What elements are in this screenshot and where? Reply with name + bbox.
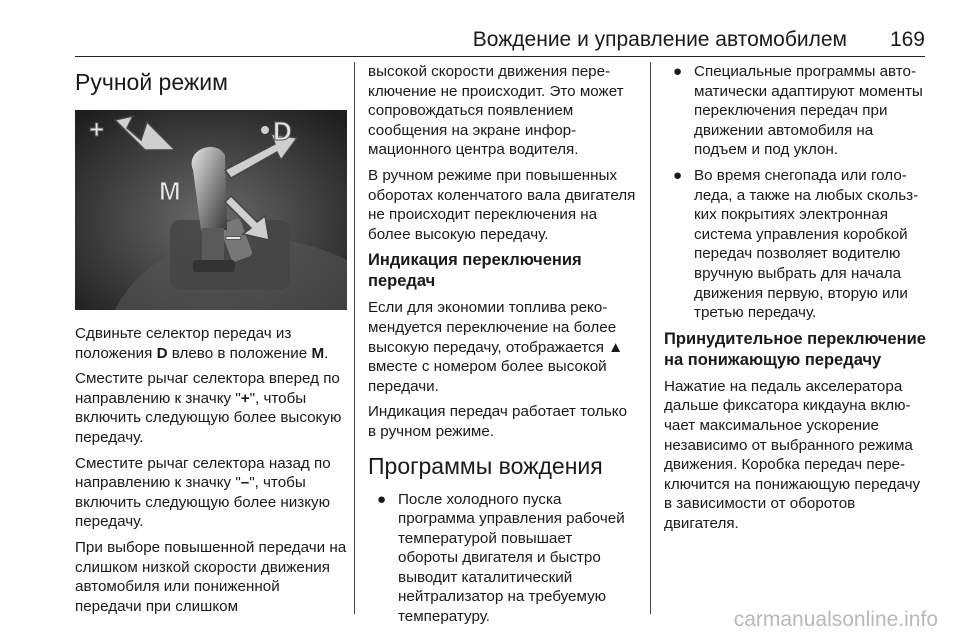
- paragraph-kickdown: Нажатие на педаль акселератора дальше фиксатора кикдауна включает максимальное ускорение независимо от выбранного режима движения. Коробка передач переключится на понижающую передачу в зависимости от оборотов двигателя.: [664, 377, 921, 532]
- watermark: carmanualsonline.info: [733, 608, 938, 631]
- column-2: [368, 62, 636, 633]
- bullet-list-special-programs: [664, 62, 930, 323]
- gear-selector-photo: [75, 110, 347, 310]
- column-1: [75, 62, 347, 622]
- page-number: 169: [889, 28, 925, 51]
- d-label: D: [273, 116, 292, 146]
- section-title-driving-programs: Программы вождения: [368, 452, 603, 479]
- paragraph-no-shift: высокой скорости движения переключение не происходит. Это может сопровождаться появлением сообщения на экране информационного центра водителя.: [368, 63, 624, 159]
- paragraph-shift-up: Сместите рычаг селектора вперед по направлению к значку "+", чтобы включить следующую более высокую передачу.: [75, 370, 342, 446]
- gear-selector-illustration: [75, 110, 347, 310]
- paragraph-speed-note: При выборе повышенной передачи на слишком низкой скорости движения автомобиля или пониженной передачи при слишком: [75, 538, 347, 615]
- paragraph-high-rpm: В ручном режиме при повышенных оборотах коленчатого вала двигателя не происходит переключения на более высокую передачу.: [368, 166, 636, 243]
- paragraph-shift-down: Сместите рычаг селектора назад по направлению к значку "–", чтобы включить следующую более низкую передачу.: [75, 454, 331, 531]
- paragraph-shift-indicator: Если для экономии топлива рекомендуется переключение на более высокую передачу, отображается ▲ вместе с номером более высокой передачи.: [368, 299, 624, 395]
- page-header: [75, 22, 925, 57]
- column-divider-1: [354, 62, 355, 614]
- column-divider-2: [650, 62, 651, 614]
- bullet-icon: ●: [377, 490, 387, 508]
- bullet-icon: ●: [673, 166, 683, 184]
- paragraph-indicator-manual-only: Индикация передач работает только в ручном режиме.: [368, 403, 628, 440]
- plus-label: +: [89, 114, 105, 144]
- minus-label: –: [225, 220, 242, 253]
- header-title: Вождение и управление автомобилем: [472, 28, 847, 51]
- bullet-icon: ●: [673, 63, 683, 80]
- list-item: ● Во время снегопада или гололеда, а также на любых скользких покрытиях электронная система управления коробкой передач позволяет водителю вручную выбрать для начала движения первую, вторую или третью передачу.: [673, 166, 919, 322]
- list-item: ● Специальные программы автоматически адаптируют моменты переключения передач при движении автомобиля на подъем и под уклон.: [673, 63, 923, 159]
- subheading-shift-indicator: Индикация переключения передач: [368, 251, 582, 291]
- list-item: ● После холодного пуска программа управления рабочей температурой повышает обороты двигателя и быстро выводит каталитический нейтрализатор на требуемую температуру.: [377, 490, 625, 626]
- paragraph-shift-to-m: Сдвиньте селектор передач из положения D влево в положение M.: [75, 325, 329, 362]
- bullet-list-programs: [368, 490, 636, 627]
- column-3: [664, 62, 930, 539]
- m-label: M: [159, 176, 181, 206]
- subheading-kickdown: Принудительное переключение на понижающую передачу: [664, 329, 926, 369]
- section-title-manual-mode: Ручной режим: [75, 69, 228, 95]
